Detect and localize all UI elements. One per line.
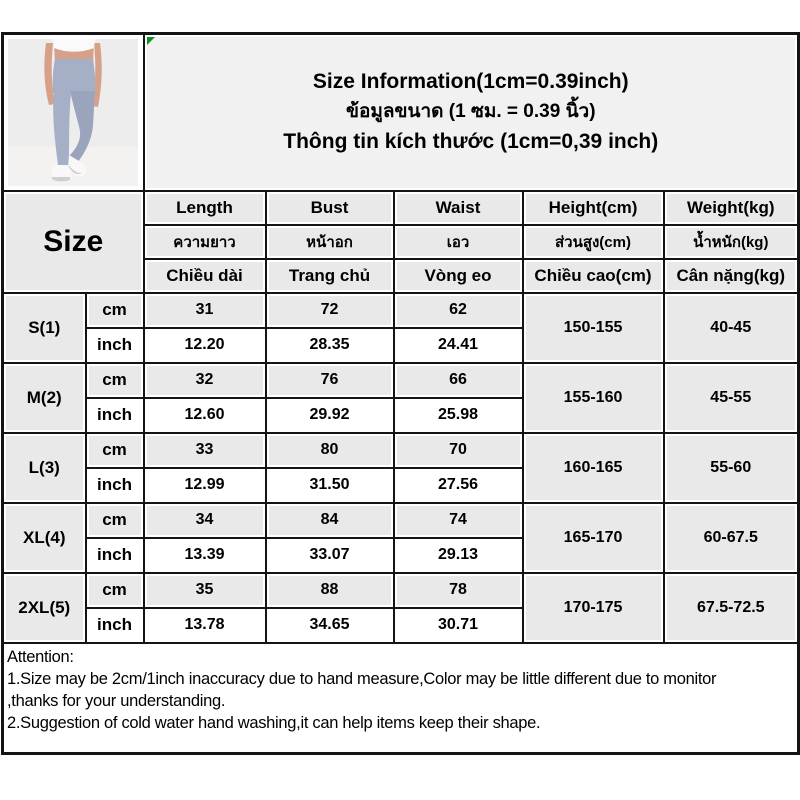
product-photo [8, 39, 138, 186]
unit-inch: inch [86, 608, 144, 643]
cell-2xl5-weight: 67.5-72.5 [664, 573, 799, 643]
cell-2xl5-bust-cm: 88 [266, 573, 394, 608]
size-label-l3: L(3) [3, 433, 86, 503]
table-row [3, 573, 799, 608]
attention-line-3: 2.Suggestion of cold water hand washing,it can help items keep their shape. [7, 713, 541, 732]
cell-m2-length-cm: 32 [144, 363, 266, 398]
cell-2xl5-height: 170-175 [523, 573, 664, 643]
cell-s1-bust-cm: 72 [266, 293, 394, 328]
unit-cm: cm [86, 433, 144, 468]
cell-s1-length-inch: 12.20 [144, 328, 266, 363]
cell-xl4-length-inch: 13.39 [144, 538, 266, 573]
cell-l3-waist-cm: 70 [394, 433, 523, 468]
size-label-2xl5: 2XL(5) [3, 573, 86, 643]
header-height-vi: Chiều cao(cm) [523, 259, 664, 293]
table-row [3, 293, 799, 328]
cell-l3-bust-inch: 31.50 [266, 468, 394, 503]
corner-marker-icon [147, 37, 155, 45]
unit-cm: cm [86, 503, 144, 538]
cell-xl4-bust-inch: 33.07 [266, 538, 394, 573]
header-waist-th: เอว [394, 225, 523, 259]
header-weight-en: Weight(kg) [664, 191, 799, 225]
cell-xl4-bust-cm: 84 [266, 503, 394, 538]
cell-m2-waist-cm: 66 [394, 363, 523, 398]
cell-s1-bust-inch: 28.35 [266, 328, 394, 363]
cell-s1-height: 150-155 [523, 293, 664, 363]
cell-xl4-length-cm: 34 [144, 503, 266, 538]
header-bust-vi: Trang chủ [266, 259, 394, 293]
header-bust-th: หน้าอก [266, 225, 394, 259]
unit-inch: inch [86, 328, 144, 363]
cell-xl4-height: 165-170 [523, 503, 664, 573]
unit-cm: cm [86, 363, 144, 398]
cell-2xl5-bust-inch: 34.65 [266, 608, 394, 643]
unit-inch: inch [86, 398, 144, 433]
cell-l3-waist-inch: 27.56 [394, 468, 523, 503]
cell-xl4-waist-cm: 74 [394, 503, 523, 538]
cell-m2-weight: 45-55 [664, 363, 799, 433]
size-label-m2: M(2) [3, 363, 86, 433]
cell-s1-waist-cm: 62 [394, 293, 523, 328]
cell-s1-weight: 40-45 [664, 293, 799, 363]
header-height-th: ส่วนสูง(cm) [523, 225, 664, 259]
header-weight-vi: Cân nặng(kg) [664, 259, 799, 293]
cell-m2-bust-cm: 76 [266, 363, 394, 398]
attention-section [3, 643, 799, 754]
cell-2xl5-length-inch: 13.78 [144, 608, 266, 643]
cell-l3-length-inch: 12.99 [144, 468, 266, 503]
cell-2xl5-length-cm: 35 [144, 573, 266, 608]
table-row [3, 363, 799, 398]
unit-cm: cm [86, 293, 144, 328]
size-label-s1: S(1) [3, 293, 86, 363]
title-english: Size Information(1cm=0.39inch) [312, 70, 629, 94]
size-table [1, 32, 800, 755]
cell-xl4-waist-inch: 29.13 [394, 538, 523, 573]
unit-inch: inch [86, 468, 144, 503]
header-height-en: Height(cm) [523, 191, 664, 225]
leggings-model-illustration [8, 39, 138, 186]
header-bust-en: Bust [266, 191, 394, 225]
unit-inch: inch [86, 538, 144, 573]
header-length-th: ความยาว [144, 225, 266, 259]
product-photo-cell [3, 34, 144, 191]
table-row [3, 503, 799, 538]
cell-l3-height: 160-165 [523, 433, 664, 503]
cell-m2-height: 155-160 [523, 363, 664, 433]
cell-2xl5-waist-inch: 30.71 [394, 608, 523, 643]
cell-s1-length-cm: 31 [144, 293, 266, 328]
size-label-xl4: XL(4) [3, 503, 86, 573]
size-header-cell: Size [3, 191, 144, 293]
cell-xl4-weight: 60-67.5 [664, 503, 799, 573]
attention-title: Attention: [7, 647, 74, 666]
cell-m2-length-inch: 12.60 [144, 398, 266, 433]
title-cell [144, 34, 799, 191]
cell-l3-bust-cm: 80 [266, 433, 394, 468]
cell-2xl5-waist-cm: 78 [394, 573, 523, 608]
header-waist-vi: Vòng eo [394, 259, 523, 293]
header-length-en: Length [144, 191, 266, 225]
header-waist-en: Waist [394, 191, 523, 225]
cell-l3-length-cm: 33 [144, 433, 266, 468]
unit-cm: cm [86, 573, 144, 608]
header-weight-th: น้ำหนัก(kg) [664, 225, 799, 259]
header-length-vi: Chiều dài [144, 259, 266, 293]
attention-line-2: ,thanks for your understanding. [7, 691, 226, 710]
attention-line-1: 1.Size may be 2cm/1inch inaccuracy due to hand measure,Color may be little different due to monitor [7, 669, 717, 688]
title-vietnamese: Thông tin kích thước (1cm=0,39 inch) [283, 130, 659, 154]
cell-m2-waist-inch: 25.98 [394, 398, 523, 433]
cell-l3-weight: 55-60 [664, 433, 799, 503]
cell-s1-waist-inch: 24.41 [394, 328, 523, 363]
cell-m2-bust-inch: 29.92 [266, 398, 394, 433]
table-row [3, 433, 799, 468]
title-thai: ข้อมูลขนาด (1 ซม. = 0.39 นิ้ว) [345, 101, 596, 123]
